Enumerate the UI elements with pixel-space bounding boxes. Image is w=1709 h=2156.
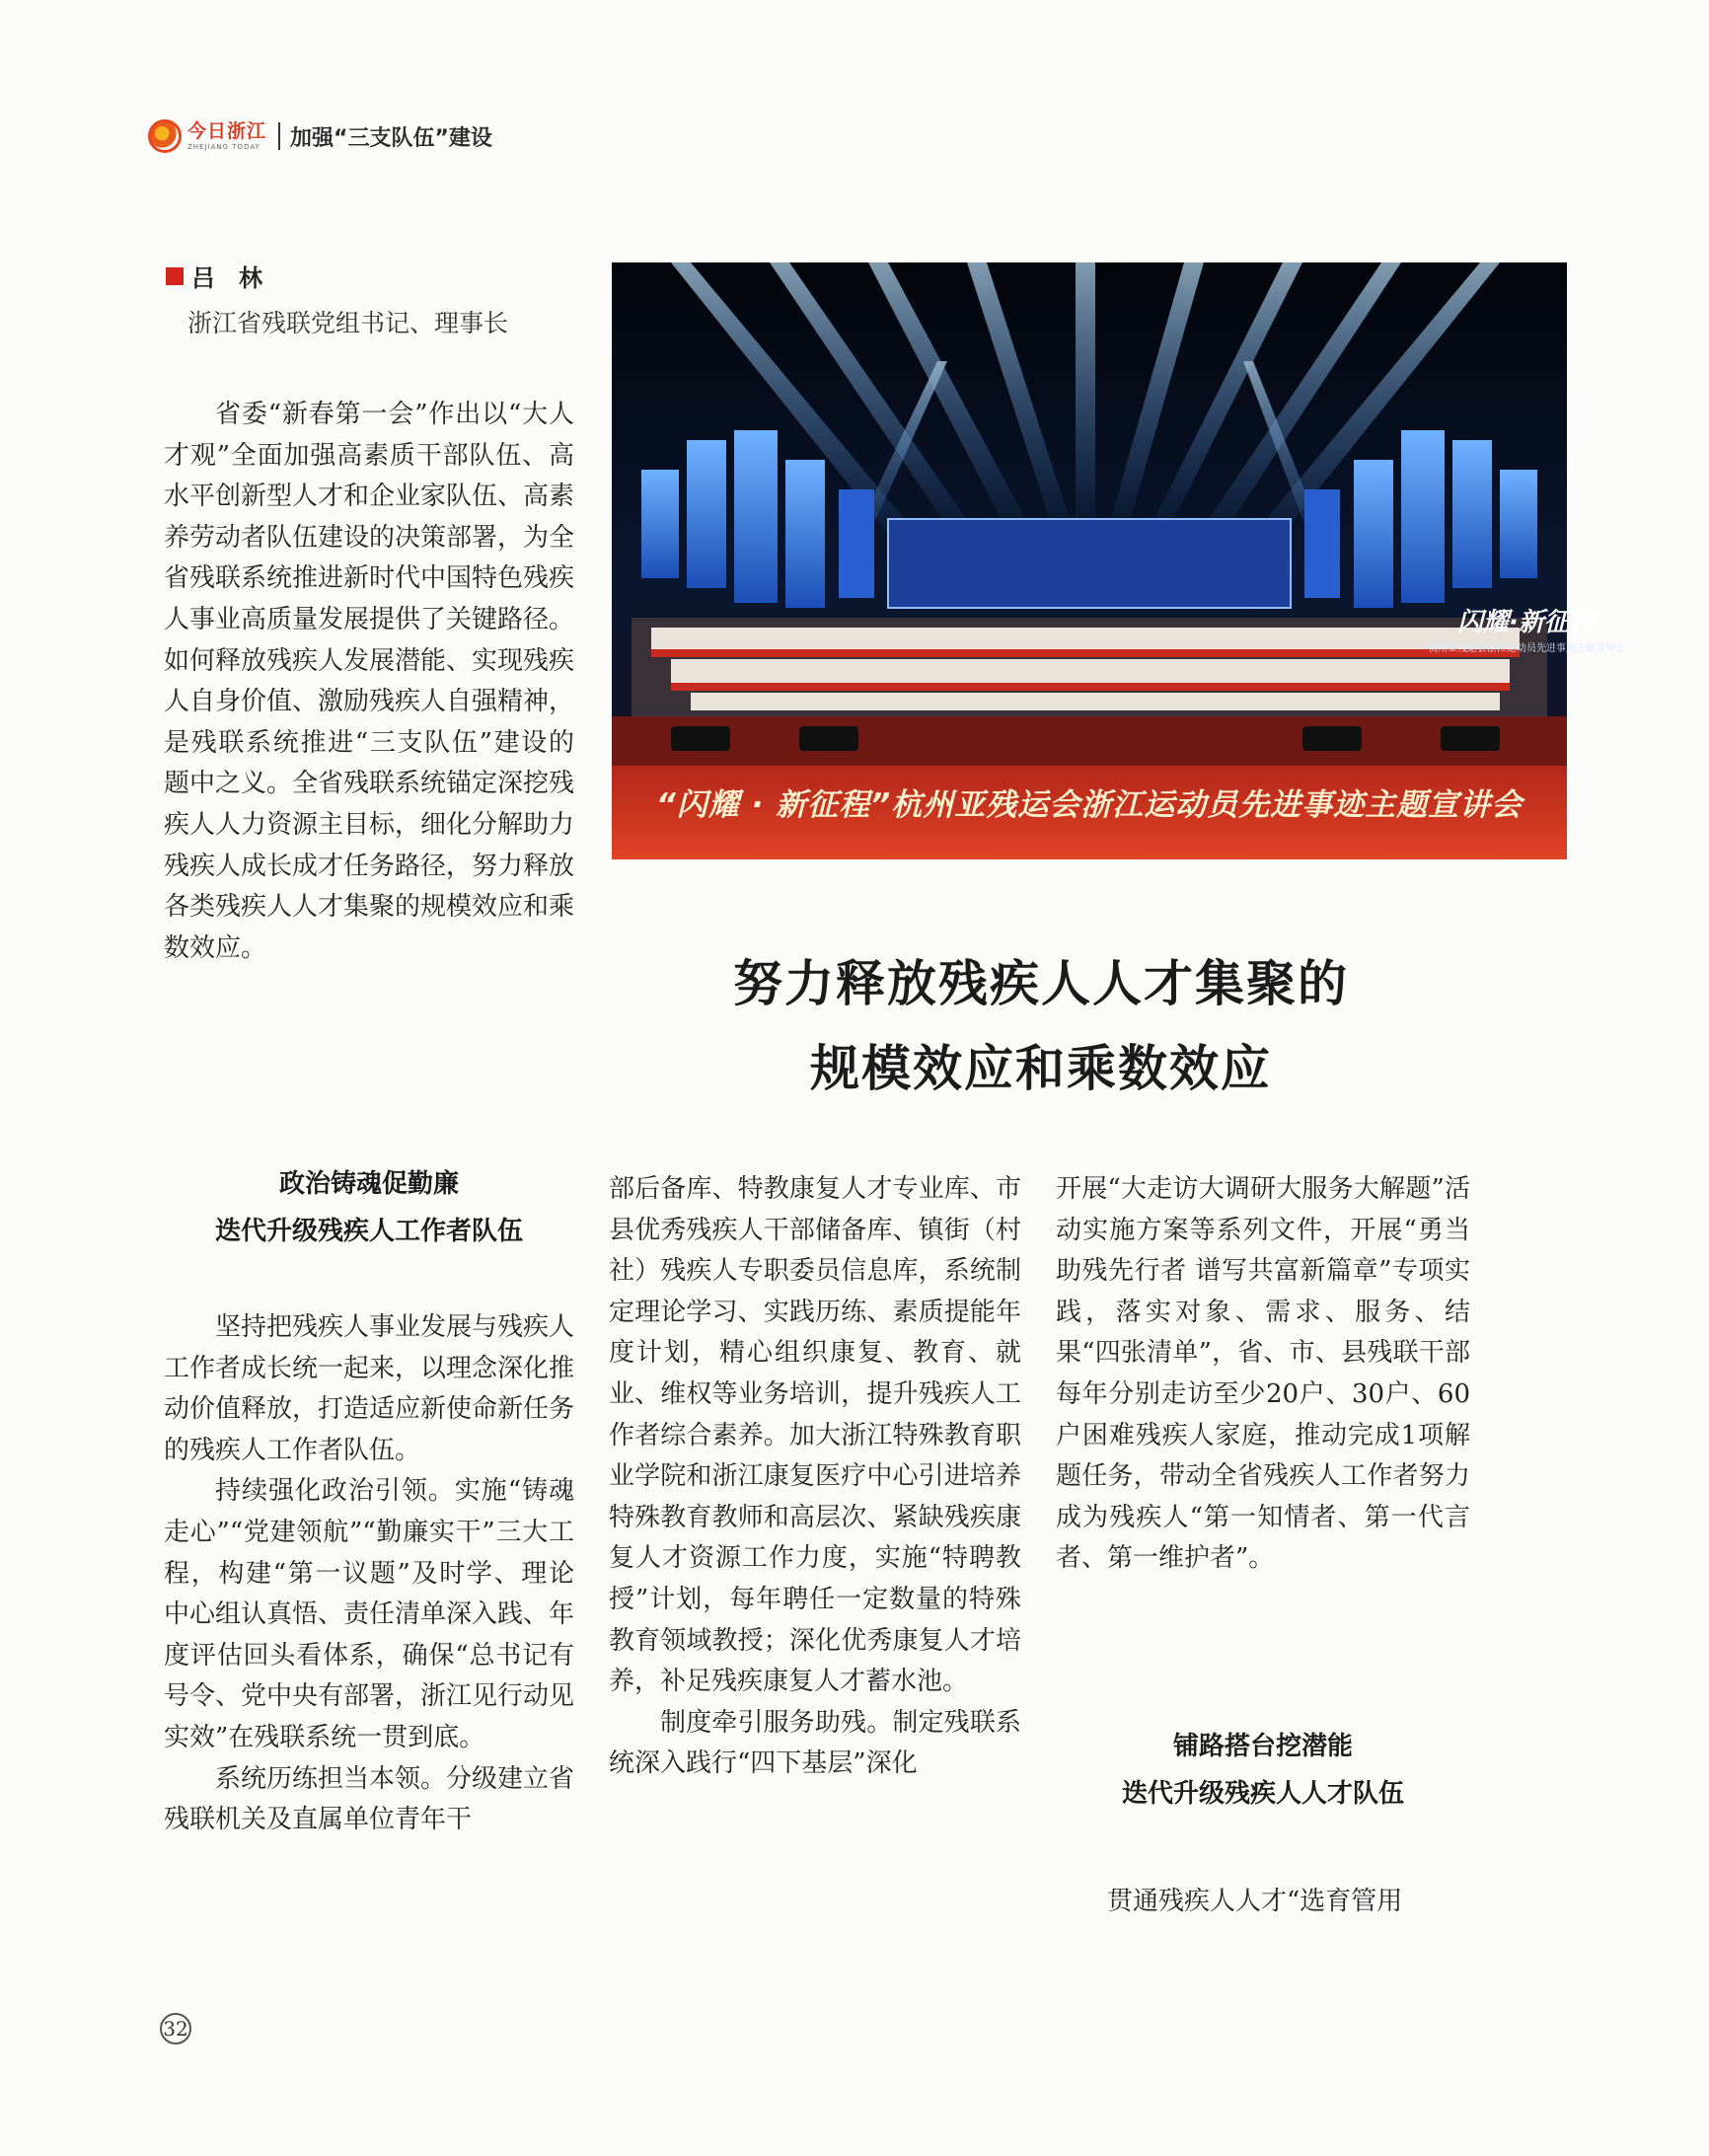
section-title: 加强“三支队伍”建设 xyxy=(290,125,492,151)
author-name: 吕 林 xyxy=(191,264,262,292)
logo-mark-icon xyxy=(148,119,182,153)
column-3-body xyxy=(1056,1169,1470,1580)
body-paragraph: 持续强化政治引领。实施“铸魂走心”“党建领航”“勤廉实干”三大工程，构建“第一议题”及时学、理论中心组认真悟、责任清单深入践、年度评估回头看体系，确保“总书记有号令、党中央有部署，浙江见行动见实效”在残联系统一贯到底。 xyxy=(164,1476,575,1752)
headline-line-1: 努力释放残疾人人才集聚的 xyxy=(733,954,1349,1012)
body-paragraph-continued: 开展“大走访大调研大服务大解题”活动实施方案等系列文件，开展“勇当助残先行者 谱写共富新篇章”专项实践，落实对象、需求、服务、结果“四张清单”，省、市、县残联干部每年分别走访至少20户、30户、60户困难残疾人家庭，推动完成1项解题任务，带动全省残疾人工作者努力成为残疾人“第一知情者、第一代言者、第一维护者”。 xyxy=(1056,1174,1470,1574)
intro-paragraph-block xyxy=(164,395,574,969)
body-paragraph: 制度牵引服务助残。制定残联系统深入践行“四下基层”深化 xyxy=(609,1707,1021,1779)
page-number: 32 xyxy=(160,2013,191,2044)
section-2-heading xyxy=(1056,1723,1470,1818)
header-divider xyxy=(278,122,280,150)
logo-english-text: ZHEJIANG TODAY xyxy=(187,142,260,151)
article-headline xyxy=(612,941,1470,1111)
stage-screen-title: 闪耀·新征程 xyxy=(1457,608,1596,637)
section-2-heading-line-2: 迭代升级残疾人人才队伍 xyxy=(1121,1779,1404,1809)
column-1-body xyxy=(164,1307,574,1841)
author-title: 浙江省残联党组书记、理事长 xyxy=(187,309,509,337)
logo-chinese-text: 今日浙江 xyxy=(187,119,267,142)
event-photo xyxy=(612,262,1625,859)
column-2-body xyxy=(609,1169,1021,1785)
body-paragraph-continued: 部后备库、特教康复人才专业库、市县优秀残疾人干部储备库、镇街（村社）残疾人专职委员信息库，系统制定理论学习、实践历练、素质提能年度计划，精心组织康复、教育、就业、维权等业务培训，提升残疾人工作者综合素养。加大浙江特殊教育职业学院和浙江康复医疗中心引进培养特殊教育教师和高层次、紧缺残疾康复人才资源工作力度，实施“特聘教授”计划，每年聘任一定数量的特殊教育领域教授；深化优秀康复人才培养，补足残疾康复人才蓄水池。 xyxy=(609,1174,1021,1697)
body-paragraph: 坚持把残疾人事业发展与残疾人工作者成长统一起来，以理念深化推动价值释放，打造适应新使命新任务的残疾人工作者队伍。 xyxy=(164,1312,575,1465)
page-header xyxy=(148,116,492,156)
headline-line-2: 规模效应和乘数效应 xyxy=(810,1039,1272,1097)
author-name-row xyxy=(166,259,262,293)
section-1-heading-line-2: 迭代升级残疾人工作者队伍 xyxy=(214,1217,523,1246)
stage-screen-subtitle: 杭州亚残运会浙江运动员先进事迹主题宣讲会 xyxy=(1428,643,1625,654)
stage-banner-text: “闪耀 · 新征程”杭州亚残运会浙江运动员先进事迹主题宣讲会 xyxy=(655,787,1523,823)
section-1-heading-line-1: 政治铸魂促勤廉 xyxy=(278,1169,459,1199)
magazine-logo xyxy=(148,119,266,153)
red-square-marker-icon xyxy=(166,267,184,285)
column-3-body-continued xyxy=(1056,1882,1470,1923)
body-paragraph: 系统历练担当本领。分级建立省残联机关及直属单位青年干 xyxy=(164,1763,575,1835)
section-2-heading-line-1: 铺路搭台挖潜能 xyxy=(1172,1732,1353,1761)
body-paragraph: 贯通残疾人人才“选育管用 xyxy=(1107,1887,1403,1916)
intro-paragraph: 省委“新春第一会”作出以“大人才观”全面加强高素质干部队伍、高水平创新型人才和企业家队伍、高素养劳动者队伍建设的决策部署，为全省残联系统推进新时代中国特色残疾人事业高质量发展提供了关键路径。如何释放残疾人发展潜能、实现残疾人自身价值、激励残疾人自强精神，是残联系统推进“三支队伍”建设的题中之义。全省残联系统锚定深挖残疾人人力资源主目标，细化分解助力残疾人成长成才任务路径，努力释放各类残疾人人才集聚的规模效应和乘数效应。 xyxy=(164,400,575,963)
stage-illustration xyxy=(612,262,1567,859)
section-1-heading xyxy=(164,1160,574,1255)
